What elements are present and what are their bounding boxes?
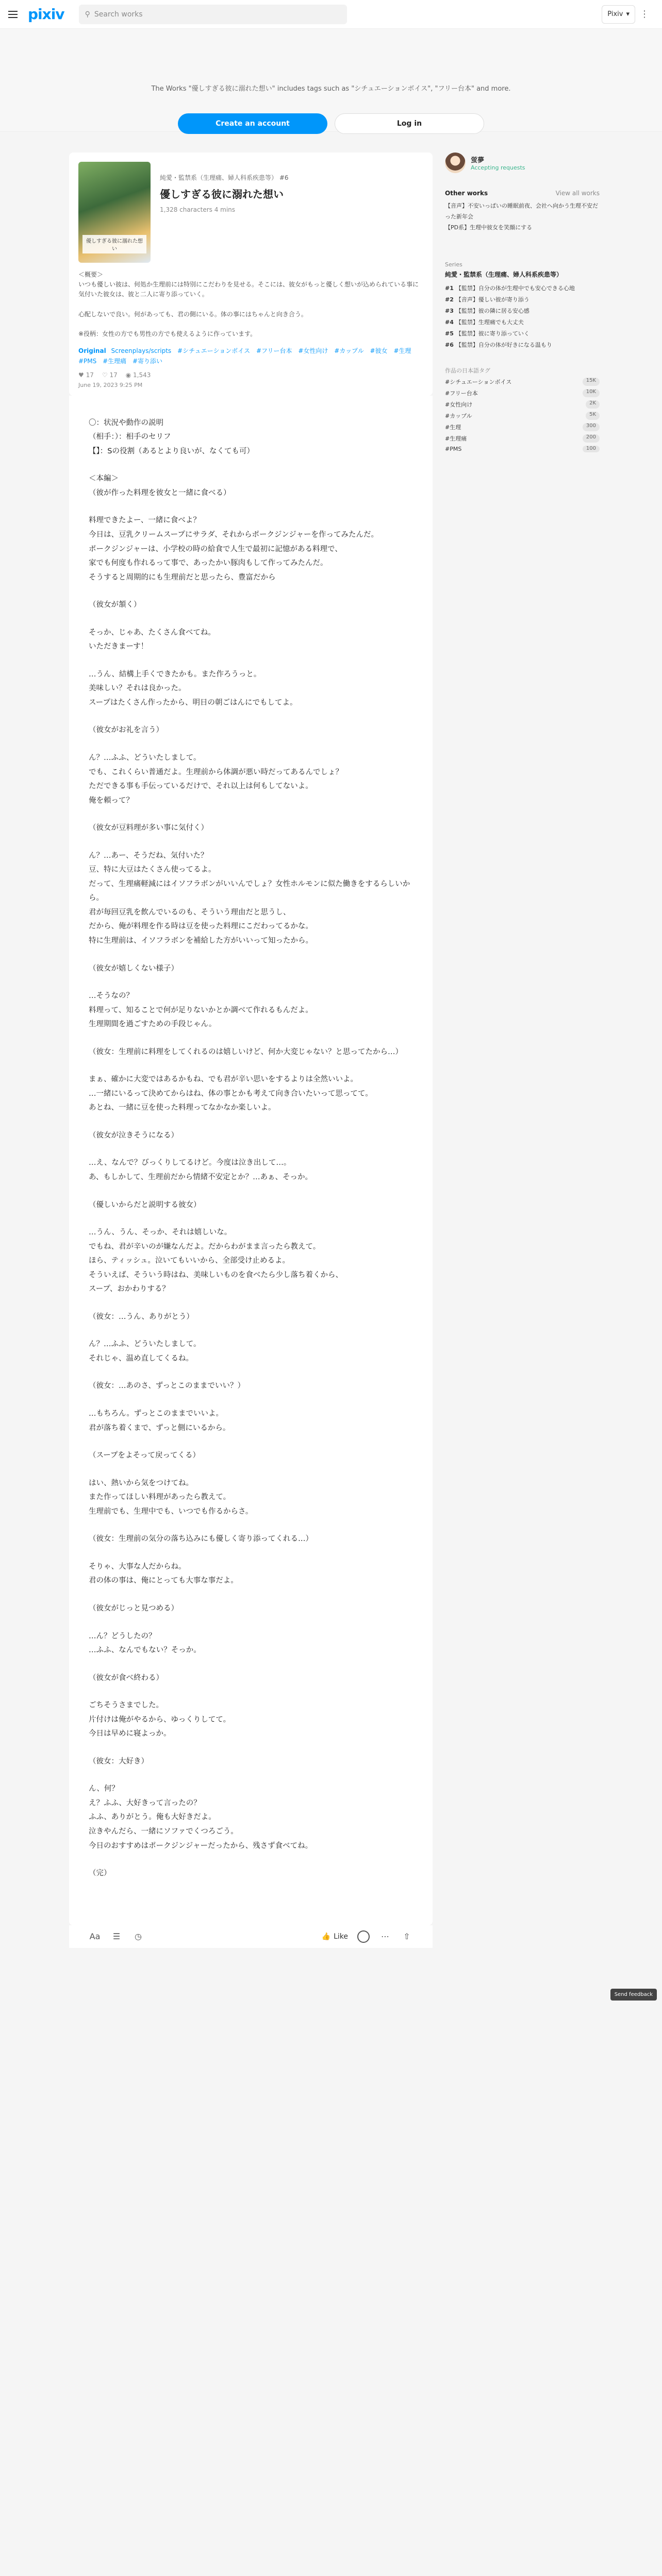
series-item[interactable] xyxy=(445,306,600,317)
side-tag-name: #PMS xyxy=(445,445,462,452)
thumbs-up-icon: 👍 xyxy=(321,1932,331,1941)
cover-image[interactable] xyxy=(78,162,151,263)
side-tag-name: #女性向け xyxy=(445,401,473,408)
series-item[interactable] xyxy=(445,317,600,328)
tag[interactable]: #生理痛 xyxy=(103,357,127,365)
language-selector[interactable] xyxy=(602,5,635,24)
series-item-no: #1 xyxy=(445,284,454,292)
novel-paragraph: …ん？どうしたの？ …ふふ、なんでもない？そっか。 xyxy=(89,1632,201,1655)
novel-paragraph: …そうなの？ 料理って、知ることで何が足りないかとか調べて作れるもんだよ。 生理期間を過ごすための手段じゃん。 xyxy=(89,992,313,1029)
novel-paragraph: はい、熱いから気をつけてね。 また作ってほしい料理があったら教えて。 生理前でも、生理中でも、いつでも作るからさ。 xyxy=(89,1479,253,1516)
series-item[interactable] xyxy=(445,328,600,340)
novel-paragraph: 〇：状況や動作の説明 （相手：）：相手のセリフ 【】：Sの役割（あるとより良いが、なくても可） xyxy=(89,418,254,455)
heart-icon[interactable] xyxy=(357,1930,370,1943)
top-bar xyxy=(0,0,662,29)
side-tag-count: 300 xyxy=(583,423,600,431)
novel-paragraph: （彼女：生理前に料理をしてくれるのは嬉しいけど、何か大変じゃない？と思ってたから…） xyxy=(89,1047,403,1056)
work-title: 優しすぎる彼に溺れた想い xyxy=(160,188,284,200)
avatar[interactable] xyxy=(445,152,466,173)
series-item-title: 【監禁】彼に寄り添っていく xyxy=(455,330,529,337)
side-tag-row[interactable] xyxy=(445,400,600,409)
novel-paragraph: …うん、うん、そっか、それは嬉しいな。 でもね、君が辛いのが嫌なんだよ。だからわがまま言ったら教えて。 ほら、ティッシュ。泣いてもいいから、全部受け止めるよ。 そういえば、そういう時はね、美味しいものを食べたら少し落ち着くから、 スープ、おかわりする？ xyxy=(89,1228,343,1294)
view-count: ◉ 1,543 xyxy=(125,371,151,379)
feedback-button[interactable]: Send feedback xyxy=(610,1989,657,2001)
side-tag-name: #生理 xyxy=(445,423,461,431)
work-caption: ＜概要＞ いつも優しい彼は、何処か生理前には特別にこだわりを見せる。そこには、彼女がもっと優しく想いが込められている事に気付いた彼女は、彼と二人に寄り添っていく。 心配しないで良い。何があっても、君の側にいる。体の事にはちゃんと向き合う。 ※役柄：女性の方でも男性の方でも使えるように作っています。 xyxy=(78,271,419,338)
accepting-requests-badge: Accepting requests xyxy=(471,164,525,171)
series-item-no: #4 xyxy=(445,318,454,326)
tag[interactable]: #生理 xyxy=(393,347,411,355)
character-count: 1,328 characters 4 mins xyxy=(160,206,236,213)
novel-paragraph: そりゃ、大事な人だからね。 君の体の事は、俺にとっても大事な事だよ。 xyxy=(89,1562,238,1585)
side-tag-count: 200 xyxy=(583,434,600,443)
cover-title: 優しすぎる彼に溺れた想い xyxy=(82,235,146,253)
view-all-link[interactable]: View all works xyxy=(555,190,600,197)
novel-paragraph: …もちろん。ずっとこのままでいいよ。 君が落ち着くまで、ずっと側にいるから。 xyxy=(89,1410,230,1432)
novel-paragraph: （彼女：…うん、ありがとう） xyxy=(89,1312,194,1321)
tag[interactable]: #寄り添い xyxy=(132,357,163,365)
hero-text: The Works "優しすぎる彼に溺れた想い" includes tags such as "シチュエーションボイス", "フリー台本" and more. xyxy=(151,85,511,93)
other-works-list xyxy=(445,201,600,233)
tag[interactable]: #女性向け xyxy=(298,347,328,355)
novel-paragraph: （彼女がじっと見つめる） xyxy=(89,1604,178,1613)
novel-paragraph: （スープをよそって戻ってくる） xyxy=(89,1451,201,1460)
series-item-title: 【監禁】自分の体が生理中でも安心できる心地 xyxy=(455,284,575,292)
main-column xyxy=(69,152,433,1948)
novel-paragraph: まぁ、確かに大変ではあるかもね、でも君が辛い思いをするよりは全然いいよ。 …一緒にいるって決めてからはね、体の事とかも考えて向き合いたいって思ってて。 あとね、一緒に豆を使った料理ってなかなか楽しいよ。 xyxy=(89,1075,373,1112)
novel-paragraph: ＜本編＞ （彼が作った料理を彼女と一緒に食べる） xyxy=(89,474,231,497)
other-works-label: Other works xyxy=(445,190,488,197)
sidebar xyxy=(445,152,600,1948)
novel-paragraph: ん？…あー、そうだね、気付いた？ 豆、特に大豆はたくさん使ってるよ。 だって、生理痛軽減にはイソフラボンがいいんでしょ？女性ホルモンに似た働きをするらしいから。 君が毎回豆乳を飲んでいるのも、そういう理由だと思うし、 だから、俺が料理を作る時は豆を使った料理にこだわってるかな。 特に生理前は、イソフラボンを補給した方がいいって知ったから。 xyxy=(89,851,410,945)
create-account-button[interactable]: Create an account xyxy=(178,113,327,134)
other-work-item[interactable]: 【音声】不安いっぱいの睡眠前夜、会社へ向かう生理不安だった新年会 xyxy=(445,202,598,220)
bookmark-count-value: 17 xyxy=(109,371,118,379)
like-button[interactable] xyxy=(322,1933,348,1941)
series-link[interactable]: 純愛・監禁系（生理痛、婦人科系疾患等） #6 xyxy=(160,174,289,181)
menu-icon[interactable] xyxy=(8,7,23,22)
novel-paragraph: （彼女：…あのさ、ずっとこのままでいい？） xyxy=(89,1382,245,1391)
novel-paragraph: （彼女が食べ終わる） xyxy=(89,1673,163,1682)
search-input[interactable] xyxy=(79,5,347,24)
login-button[interactable]: Log in xyxy=(335,113,484,134)
side-tag-row[interactable] xyxy=(445,423,600,431)
more-icon[interactable]: ⋯ xyxy=(381,1931,389,1942)
side-tag-count: 2K xyxy=(586,400,600,409)
novel-paragraph: （彼女：大好き） xyxy=(89,1757,148,1766)
side-tag-count: 100 xyxy=(583,446,600,452)
publish-date: June 19, 2023 9:25 PM xyxy=(78,381,143,388)
tag[interactable]: #フリー台本 xyxy=(256,347,292,355)
author-block[interactable] xyxy=(445,152,600,173)
novel-paragraph: （彼女が嬉しくない様子） xyxy=(89,964,178,973)
novel-paragraph: （彼女が豆料理が多い事に気付く） xyxy=(89,824,208,833)
series-item-no: #5 xyxy=(445,330,454,337)
novel-paragraph: （彼女が泣きそうになる） xyxy=(89,1131,178,1140)
novel-paragraph: ん、何？ え？ふふ、大好きって言ったの？ ふふ、ありがとう。俺も大好きだよ。 泣きやんだら、一緒にソファでくつろごう。 今日のおすすめはポークジンジャーだったから、残さず食べてね。 xyxy=(89,1785,313,1850)
side-tag-name: #シチュエーションボイス xyxy=(445,378,512,385)
tag[interactable]: #PMS xyxy=(78,357,97,365)
novel-paragraph: ん？…ふふ、どういたしまして。 でも、これくらい普通だよ。生理前から体調が悪い時だってあるんでしょ？ ただできる事も手伝っているだけで、それ以上は何もしてないよ。 俺を頼って？ xyxy=(89,753,343,805)
side-tag-row[interactable] xyxy=(445,378,600,386)
side-tag-count: 15K xyxy=(583,378,600,386)
novel-paragraph: そっか、じゃあ、たくさん食べてね。 いただきまーす！ xyxy=(89,628,216,651)
view-count-value: 1,543 xyxy=(133,371,151,379)
series-item-no: #2 xyxy=(445,296,454,303)
novel-paragraph: ごちそうさまでした。 片付けは俺がやるから、ゆっくりしてて。 今日は早めに寝よっか。 xyxy=(89,1701,231,1738)
tag[interactable]: #彼女 xyxy=(370,347,388,355)
novel-paragraph: （彼女が頷く） xyxy=(89,601,141,609)
novel-paragraph: ん？…ふふ、どういたしまして。 それじゃ、温め直してくるね。 xyxy=(89,1340,201,1363)
side-tag-name: #生理痛 xyxy=(445,435,467,442)
author-name[interactable]: 蛍夢 xyxy=(471,157,485,164)
series-item-no: #6 xyxy=(445,341,454,348)
series-item-title: 【監禁】生理痛でも大丈夫 xyxy=(455,318,524,326)
side-tag-row[interactable] xyxy=(445,446,600,452)
tag[interactable]: #カップル xyxy=(334,347,364,355)
other-works-heading xyxy=(445,190,600,197)
side-tag-name: #フリー台本 xyxy=(445,389,478,397)
side-tag-row[interactable] xyxy=(445,412,600,420)
side-tag-row[interactable] xyxy=(445,434,600,443)
series-item-title: 【監禁】自分の体が好きになる温もり xyxy=(455,341,552,348)
share-icon[interactable]: ⇧ xyxy=(403,1931,410,1942)
work-header xyxy=(69,152,433,396)
series-label: Series xyxy=(445,261,462,268)
language-label: Pixiv xyxy=(607,10,623,18)
series-title[interactable]: 純愛・監禁系（生理痛、婦人科系疾患等） xyxy=(445,270,563,278)
signup-hero xyxy=(0,29,662,132)
like-count-value: 17 xyxy=(86,371,94,379)
novel-paragraph: （優しいからだと説明する彼女） xyxy=(89,1200,201,1209)
side-tag-row[interactable] xyxy=(445,389,600,397)
novel-paragraph: …え、なんで？びっくりしてるけど。今度は泣き出して…。 あ、もしかして、生理前だから情緒不安定とか？…あぁ、そっか。 xyxy=(89,1159,312,1182)
novel-paragraph: （完） xyxy=(89,1869,111,1878)
list-icon[interactable]: ☰ xyxy=(112,1931,121,1942)
novel-paragraph: 料理できたよー、一緒に食べよ？ 今日は、豆乳クリームスープにサラダ、それからポークジンジャーを作ってみたんだ。 ポークジンジャーは、小学校の時の給食で人生で最初に記憶がある料理で、 家でも何度も作れるって事で、あったかい豚肉もして作ってみたんだ。 そうすると周期的にも生理前だと思ったら、豊富だから xyxy=(89,516,379,582)
pixiv-logo[interactable]: pixiv xyxy=(28,6,64,23)
series-item-title: 【監禁】彼の隣に居る安心感 xyxy=(455,307,529,314)
chevron-down-icon: ▾ xyxy=(626,10,630,18)
like-label: Like xyxy=(334,1932,348,1941)
novel-body xyxy=(69,396,433,1925)
tag[interactable]: #シチュエーションボイス xyxy=(177,347,251,355)
novel-paragraph: （彼女がお礼を言う） xyxy=(89,726,163,735)
series-list xyxy=(445,283,600,351)
tag-list xyxy=(78,346,423,366)
search-placeholder: Search works xyxy=(94,10,143,19)
bookmark-count: ♡ 17 xyxy=(102,371,118,379)
dots-icon[interactable]: ⋮ xyxy=(640,9,649,20)
other-work-item[interactable]: 【PD系】生理中彼女を笑顔にする xyxy=(445,224,533,231)
work-stats xyxy=(78,371,423,379)
novel-paragraph: …うん、結構上手くできたかも。また作ろうっと。 美味しい？それは良かった。 スープはたくさん作ったから、明日の朝ごはんにでもしてよ。 xyxy=(89,670,297,707)
series-item-title: 【音声】優しい彼が寄り添う xyxy=(455,296,529,303)
side-tag-count: 5K xyxy=(586,412,600,420)
series-item[interactable] xyxy=(445,340,600,351)
side-tag-name: #カップル xyxy=(445,412,472,419)
original-badge: Original xyxy=(78,347,106,355)
tags-label: 作品の日本語タグ xyxy=(445,367,490,374)
tag[interactable]: Screenplays/scripts xyxy=(111,347,172,355)
series-item-no: #3 xyxy=(445,307,454,314)
novel-paragraph: （彼女：生理前の気分の落ち込みにも優しく寄り添ってくれる…） xyxy=(89,1535,313,1544)
search-icon: ⚲ xyxy=(85,10,90,19)
action-bar xyxy=(69,1925,433,1948)
font-size-icon[interactable]: Aa xyxy=(89,1931,101,1942)
side-tag-count: 10K xyxy=(583,389,600,397)
like-count: ♥ 17 xyxy=(78,371,94,379)
series-item[interactable] xyxy=(445,294,600,306)
clock-icon[interactable]: ◷ xyxy=(135,1931,142,1942)
series-item[interactable] xyxy=(445,283,600,294)
